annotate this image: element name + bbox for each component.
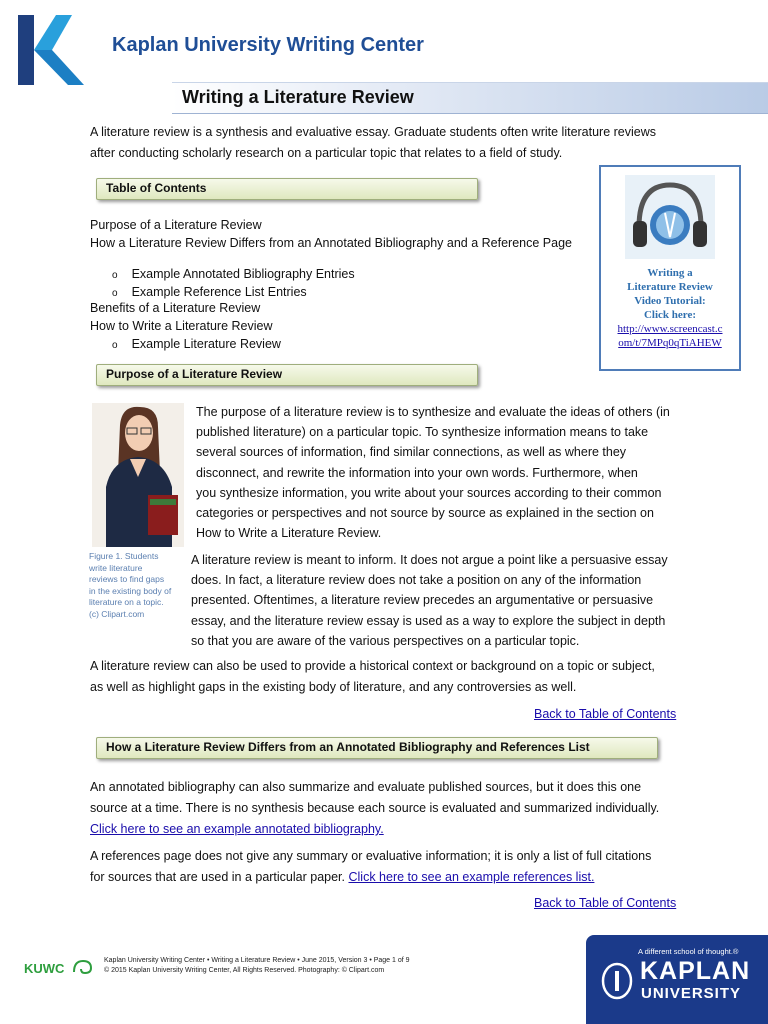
video-url-link-cont[interactable]: om/t/7MPq0qTiAHEW — [618, 337, 722, 349]
differs-paragraph-1: An annotated bibliography can also summarize and evaluate published sources, but it does this one source at a time. There is no synthesis because each source is evaluated and summarized individually. Click here to see an example annotated bibliography. — [90, 777, 659, 840]
kuwc-swirl-icon — [70, 958, 96, 978]
differs-heading-box — [96, 737, 658, 759]
header-title: Kaplan University Writing Center — [112, 34, 424, 56]
bullet-icon: o — [112, 270, 118, 281]
kuwc-logo-text: KUWC — [24, 961, 65, 976]
video-tutorial-box[interactable]: Writing a Literature Review Video Tutorial: Click here: http://www.screencast.c om/t/7MPq0qTiAHEW — [599, 165, 741, 371]
kaplan-k-logo — [18, 15, 86, 85]
bullet-icon: o — [112, 288, 118, 299]
intro-paragraph: A literature review is a synthesis and evaluative essay. Graduate students often write literature reviews after conducting scholarly research on a particular topic that relates to a field of study. — [90, 125, 657, 160]
kaplan-seal-icon — [600, 961, 634, 1001]
document-title-bar — [172, 82, 768, 114]
kaplan-brand: KAPLAN — [640, 957, 751, 985]
figure-caption: Figure 1. Students write literature reviews to find gaps in the existing body of literature on a topic. (c) Clipart.com — [89, 551, 172, 619]
toc-item-how-to-write[interactable]: How to Write a Literature Review — [90, 319, 273, 333]
differs-heading: How a Literature Review Differs from an Annotated Bibliography and References List — [106, 740, 590, 754]
toc-heading: Table of Contents — [106, 181, 207, 195]
kaplan-university-logo-box: A different school of thought.® KAPLAN UNIVERSITY — [586, 935, 768, 1024]
purpose-paragraph-3: A literature review can also be used to provide a historical context or background on a topic or subject, as well as highlight gaps in the existing body of literature, and any controversies as well. — [90, 659, 655, 694]
purpose-heading-box — [96, 364, 478, 386]
university-brand: UNIVERSITY — [641, 985, 742, 1002]
purpose-heading: Purpose of a Literature Review — [106, 367, 283, 381]
student-photo — [92, 403, 184, 547]
purpose-paragraph-2: A literature review is meant to inform. It does not argue a point like a persuasive essay does. In fact, a literature review does not take a position on any of the information presented. Oftentimes, a literature review precedes an argumentative or persuasive essay, and the literature review essay is used as a way to explore the subject in depth so that you are aware of the various perspectives on a particular topic. — [191, 553, 668, 648]
toc-item-benefits[interactable]: Benefits of a Literature Review — [90, 301, 261, 315]
toc-subitem-example-review[interactable]: o Example Literature Review — [112, 337, 281, 351]
headphones-icon — [625, 175, 715, 259]
differs-paragraph-2: A references page does not give any summary or evaluative information; it is only a list of full citations for sources that are used in a particular paper. Click here to see an example references list. — [90, 849, 652, 884]
references-list-link[interactable]: Click here to see an example references list. — [348, 870, 595, 884]
bullet-icon: o — [112, 340, 118, 351]
toc-heading-box — [96, 178, 478, 200]
annotated-bibliography-link[interactable]: Click here to see an example annotated bibliography. — [90, 822, 384, 836]
back-to-toc-link-1[interactable]: Back to Table of Contents — [534, 707, 677, 721]
toc-item-purpose[interactable]: Purpose of a Literature Review — [90, 218, 262, 232]
toc-subitem-annotated[interactable]: o Example Annotated Bibliography Entries — [112, 267, 355, 281]
purpose-paragraph-1: The purpose of a literature review is to synthesize and evaluate the ideas of others (in published literature) on a particular topic. To synthesize information means to take several sources of information, find similar connections, as well as where they disconnect, and rewrite the information into your own words. Furthermore, when you synthesize information, you write about your sources according to their common categories or perspectives and not source by source as explained in the section on How to Write a Literature Review. — [196, 405, 670, 541]
document-title: Writing a Literature Review — [182, 87, 414, 107]
back-to-toc-link-2[interactable]: Back to Table of Contents — [534, 896, 677, 910]
toc-item-differs[interactable]: How a Literature Review Differs from an Annotated Bibliography and a Reference Page — [90, 236, 572, 250]
footer-text: Kaplan University Writing Center • Writing a Literature Review • June 2015, Version 3 • Page 1 of 9 © 2015 Kaplan University Writing Center, All Rights Reserved. Photography: © Clipart.com — [104, 957, 410, 974]
toc-subitem-reference[interactable]: o Example Reference List Entries — [112, 285, 307, 299]
video-url-link[interactable]: http://www.screencast.c — [617, 323, 723, 335]
